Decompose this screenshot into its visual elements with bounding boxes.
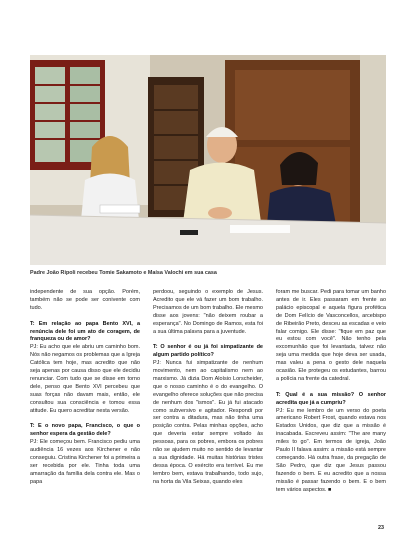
photo-caption: Padre João Ripoli recebeu Tomie Sakamoto e Maísa Valochi em sua casa <box>30 270 217 276</box>
question-heading: T: Em relação ao papa Bento XVI, a renúncia dele foi um ato de coragem, de franqueza ou de amor? <box>30 320 140 343</box>
paragraph: independente de sua opção. Porém, também não se pode ser conivente com tudo. <box>30 289 140 311</box>
photo-illustration <box>30 55 386 265</box>
text-column-1 <box>30 289 140 487</box>
paragraph: foram me buscar. Pedi para tomar um banho antes de ir. Eles passaram em frente ao palácio episcopal e aquela figura profética de Dom Felício de Vasconcellos, arcebispo de Ribeirão Preto, desceu as escadas e veio falar comigo. Ele disse: "fique em paz que eu estou com você". Não tenho pela excomunhão que foi levantada, talvez não seja uma medida que hoje deva ser usada, mas valeu a pena o gesto dele naquela ocasião. Ele protegeu os estudantes, barrou a polícia na frente da catedral. <box>276 289 386 382</box>
page-number: 23 <box>378 525 384 531</box>
paragraph: perdoou, seguindo o exemplo de Jesus. Acredito que ele vá fazer um bom trabalho. Precisamos de um bom trabalho. Ele mesmo disse aos jovens: "não deixem roubar a esperança". No Domingo de Ramos, esta foi a sua última palavra para a juventude. <box>153 289 263 335</box>
interview-photo <box>30 55 386 265</box>
paragraph: PJ: Nunca fui simpatizante de nenhum movimento, nem ao capitalismo nem ao marxismo. Já dizia Dom Aloísio Lorscheider, que o nosso caminho é o do evangelho. O evangelho oferece soluções que não precisa de nenhum dos "ismos". Eu já fui atacado como subversivo e agitador. Respondi por ser contra a ditadura, mas não tinha uma posição contra. Pelas minhas opções, acho que deveria estar sempre voltado às pessoas, para os pobres, embora os pobres não se ajudem muito no sentido de levantar a sua dignidade. Há muitas histórias tristes dessa época. O exército era terrível. Eu me lembro bem, estava trabalhando, todo sujo, na horta da Vila Seixas, quando eles <box>153 360 263 485</box>
paragraph: PJ: Ele começou bem. Francisco pediu uma audiência 16 vezes aos Kirchener e não conseguiu. Cristina Kirchener foi a primeira a ser recebida por ele. Tinha toda uma amarração da família dela contra ele. Mas o papa <box>30 439 140 485</box>
paragraph: PJ: Eu me lembro de um verso do poeta americano Robert Frost, quando estava nos Estados Unidos, que diz que a missão é inacabada. Escreveu assim: "The are many miles to go". Em termos de igreja, João Paulo II falava assim: a missão está sempre começando. Há outra frase, da pregação de São Pedro, que diz que Jesus passou fazendo o bem. E eu acredito que a nossa missão é passar fazendo o bem. E o bem tem vários aspectos. ■ <box>276 407 386 493</box>
question-heading: T: Qual é a sua missão? O senhor acredita que já a cumpriu? <box>276 391 386 406</box>
text-column-2 <box>153 289 263 487</box>
question-heading: T: E o novo papa, Francisco, o que o senhor espera da gestão dele? <box>30 423 140 438</box>
question-heading: T: O senhor é ou já foi simpatizante de algum partido político? <box>153 344 263 359</box>
text-column-3 <box>276 289 386 495</box>
paragraph: PJ: Eu acho que ele abriu um caminho bom. Nós não negamos os problemas que a Igreja Católica tem hoje, mas acredito que não seja apenas por causa disso que ele decidiu renunciar. Com tudo que se disse em torno dele, penso que Bento XVI percebeu que suas forças não davam mais, então, ele consultou sua consciência e tomou essa atitude. Eu quero acreditar nesta versão. <box>30 344 140 414</box>
